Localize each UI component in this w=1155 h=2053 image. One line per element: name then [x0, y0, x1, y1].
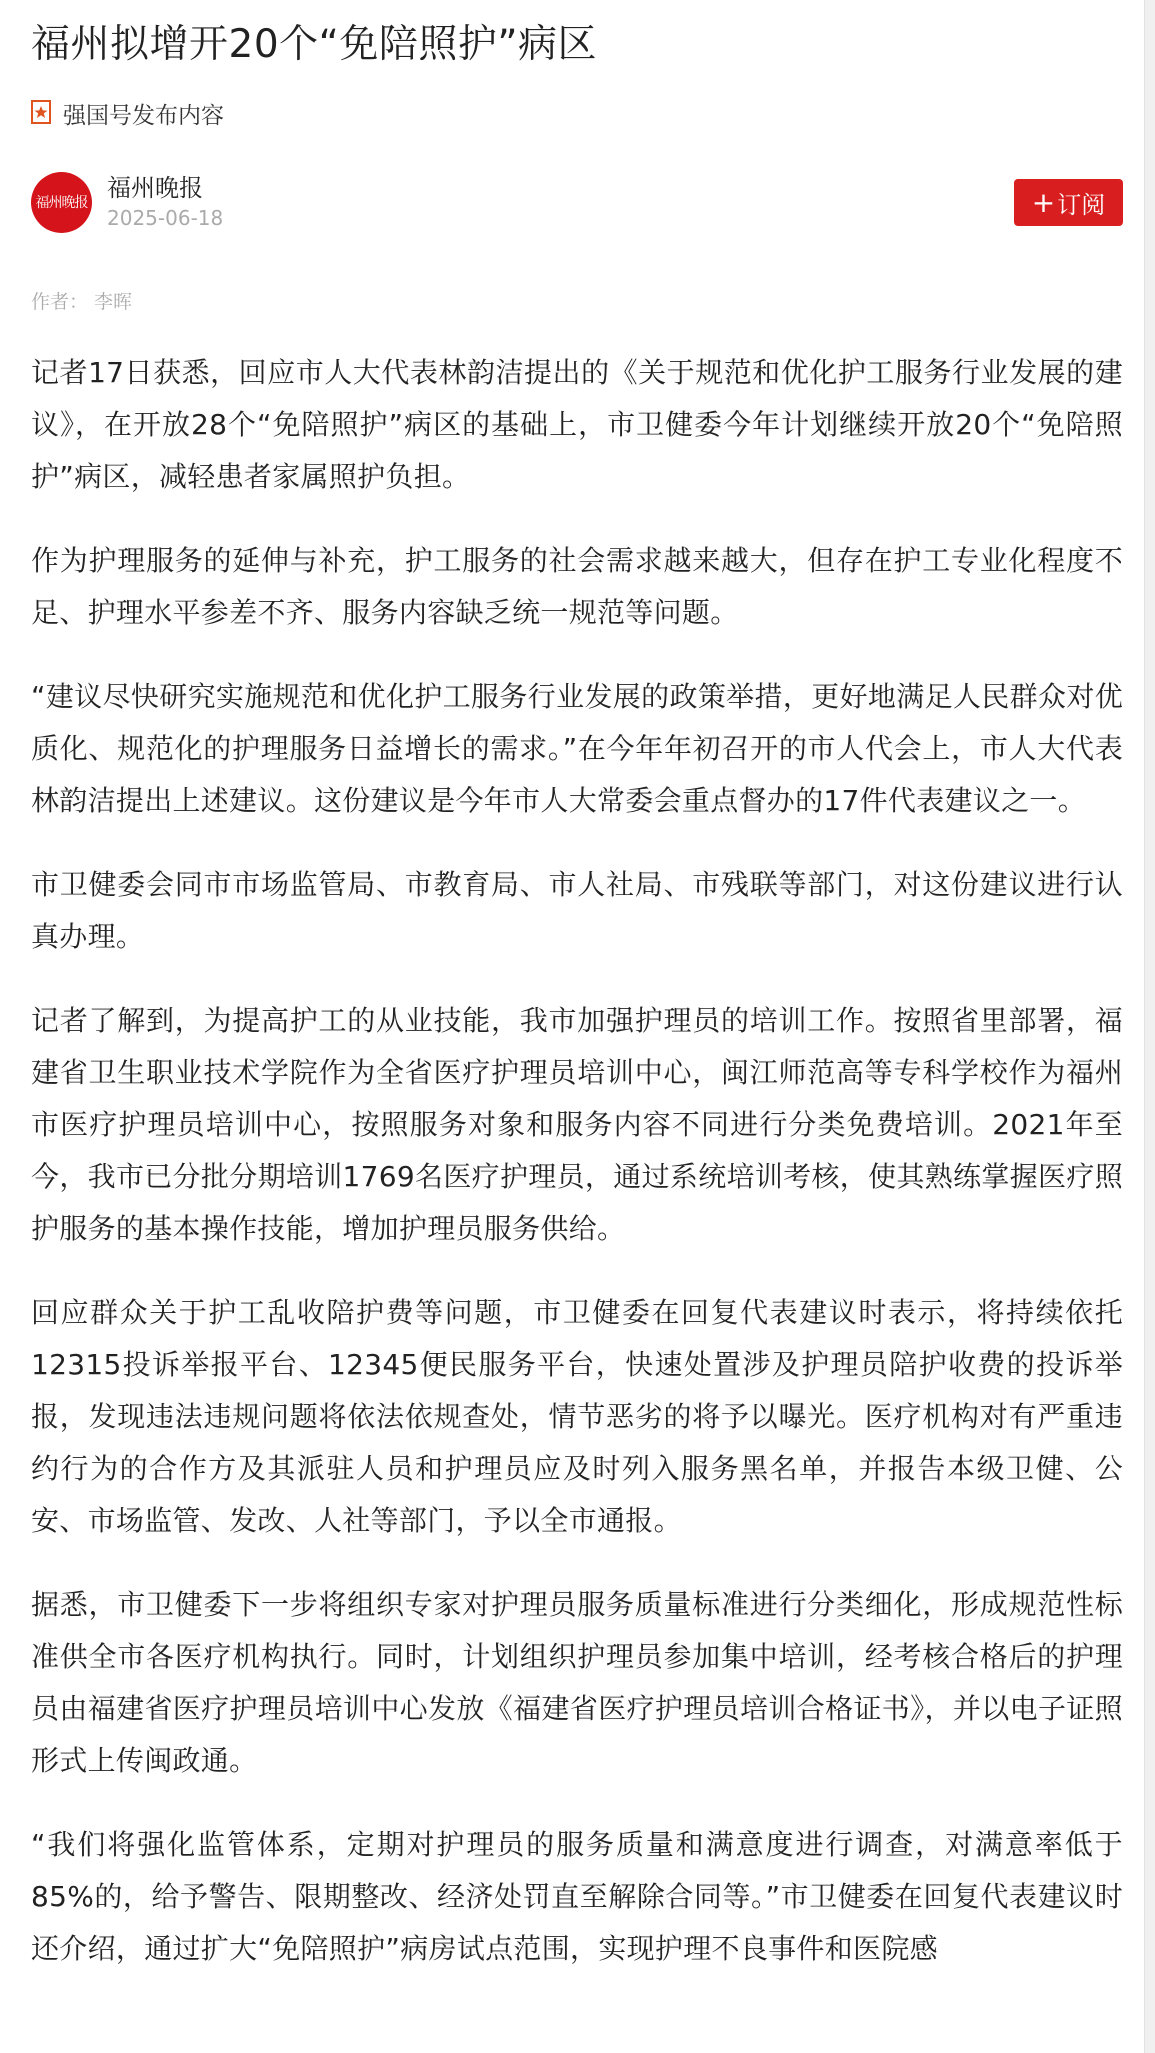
article-body — [31, 347, 1123, 1975]
source-row — [31, 98, 1123, 128]
paragraph: 记者了解到，为提高护工的从业技能，我市加强护理员的培训工作。按照省里部署，福建省卫生职业技术学院作为全省医疗护理员培训中心，闽江师范高等专科学校作为福州市医疗护理员培训中心，按照服务对象和服务内容不同进行分类免费培训。2021年至今，我市已分批分期培训1769名医疗护理员，通过系统培训考核，使其熟练掌握医疗照护服务的基本操作技能，增加护理员服务供给。 — [31, 1004, 1123, 1245]
plus-icon: + — [1031, 185, 1056, 219]
paragraph: “我们将强化监管体系，定期对护理员的服务质量和满意度进行调查，对满意率低于85%的，给予警告、限期整改、经济处罚直至解除合同等。”市卫健委在回复代表建议时还介绍，通过扩大“免陪照护”病房试点范围，实现护理不良事件和医院感 — [31, 1828, 1123, 1965]
paragraph: 据悉，市卫健委下一步将组织专家对护理员服务质量标准进行分类细化，形成规范性标准供全市各医疗机构执行。同时，计划组织护理员参加集中培训，经考核合格后的护理员由福建省医疗护理员培训中心发放《福建省医疗护理员培训合格证书》，并以电子证照形式上传闽政通。 — [31, 1588, 1123, 1777]
article-container — [31, 0, 1123, 2007]
avatar-logo-text: 福州晚报 — [35, 195, 88, 211]
star-badge-icon — [31, 100, 51, 126]
byline: 作者： 李晖 — [31, 291, 133, 313]
subscribe-label: 订阅 — [1057, 191, 1106, 219]
publish-date: 2025-06-18 — [107, 206, 224, 230]
author-name[interactable]: 福州晚报 — [107, 174, 203, 202]
author-meta — [107, 172, 223, 232]
paragraph: 记者17日获悉，回应市人大代表林韵洁提出的《关于规范和优化护工服务行业发展的建议》，在开放28个“免陪照护”病区的基础上，市卫健委今年计划继续开放20个“免陪照护”病区，减轻患者家属照护负担。 — [31, 356, 1123, 493]
paragraph: “建议尽快研究实施规范和优化护工服务行业发展的政策举措，更好地满足人民群众对优质化、规范化的护理服务日益增长的需求。”在今年年初召开的市人代会上，市人大代表林韵洁提出上述建议。这份建议是今年市人大常委会重点督办的17件代表建议之一。 — [31, 680, 1123, 817]
author-row — [31, 170, 1123, 234]
avatar[interactable] — [31, 172, 92, 233]
subscribe-button[interactable] — [1014, 179, 1123, 226]
paragraph: 市卫健委会同市市场监管局、市教育局、市人社局、市残联等部门，对这份建议进行认真办理。 — [31, 868, 1123, 953]
paragraph: 回应群众关于护工乱收陪护费等问题，市卫健委在回复代表建议时表示，将持续依托12315投诉举报平台、12345便民服务平台，快速处置涉及护理员陪护收费的投诉举报，发现违法违规问题将依法依规查处，情节恶劣的将予以曝光。医疗机构对有严重违约行为的合作方及其派驻人员和护理员应及时列入服务黑名单，并报告本级卫健、公安、市场监管、发改、人社等部门，予以全市通报。 — [31, 1296, 1123, 1537]
article-title: 福州拟增开20个“免陪照护”病区 — [31, 22, 598, 67]
scrollbar[interactable] — [1144, 0, 1155, 2053]
source-label: 强国号发布内容 — [63, 102, 224, 129]
paragraph: 作为护理服务的延伸与补充，护工服务的社会需求越来越大，但存在护工专业化程度不足、护理水平参差不齐、服务内容缺乏统一规范等问题。 — [31, 544, 1123, 629]
